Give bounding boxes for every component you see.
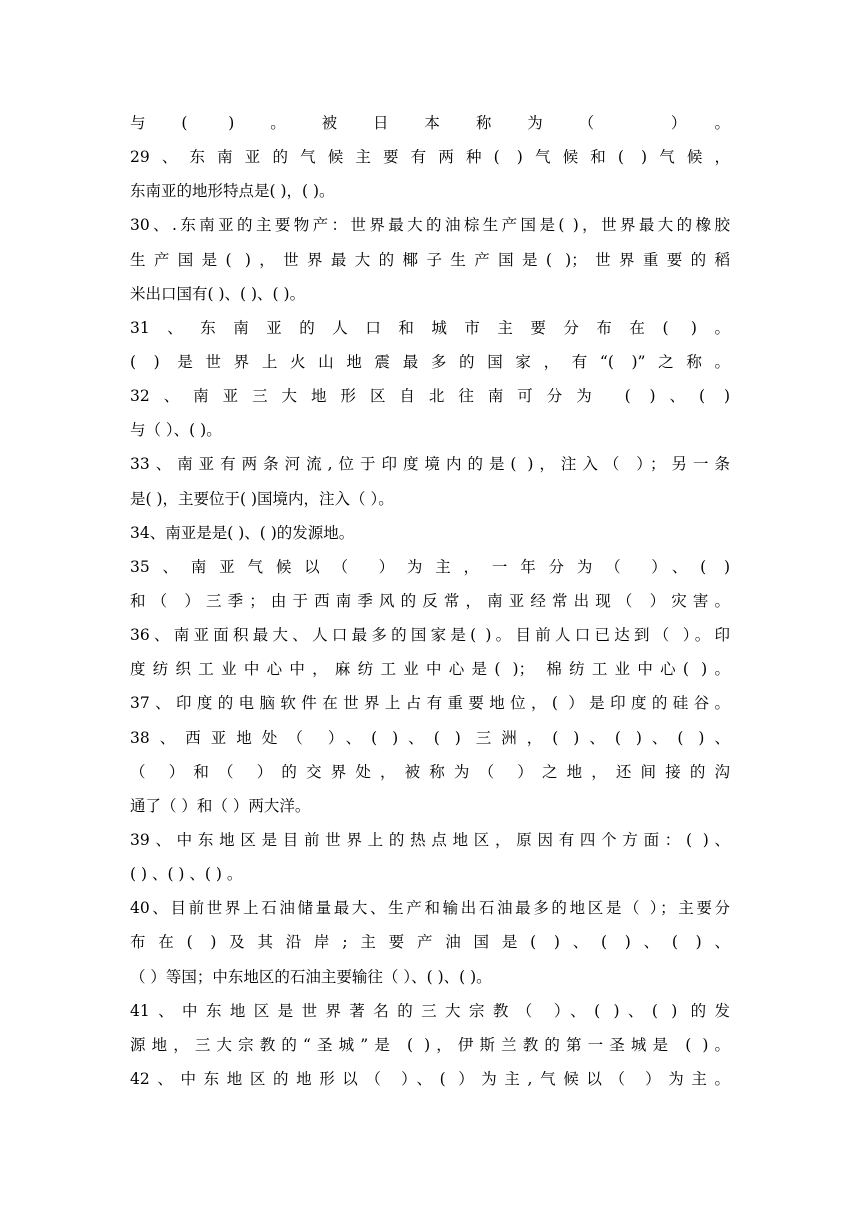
text-line: 33、南亚有两条河流,位于印度境内的是( )，注入（ ）；另一条 xyxy=(130,455,730,474)
text-line: 31、东南亚的人口和城市主要分布在( )。 xyxy=(130,318,730,337)
text-line: 37、印度的电脑软件在世界上占有重要地位，( ）是印度的硅谷。 xyxy=(130,694,730,713)
text-line: 源地，三大宗教的“圣城”是 ( )，伊斯兰教的第一圣城是 ( )。 xyxy=(130,1035,730,1054)
text-line: 30、.东南亚的主要物产：世界最大的油棕生产国是( )，世界最大的橡胶 xyxy=(130,216,730,235)
text-line: 38、西亚地处（ ）、( )、( ) 三洲，( )、( )、( )、 xyxy=(130,728,730,747)
text-line: 布在( )及其沿岸;主要产油国是( )、( )、( )、 xyxy=(130,933,730,952)
text-line: 36、南亚面积最大、人口最多的国家是( )。目前人口已达到（ ）。印 xyxy=(130,626,730,645)
question-text-block xyxy=(130,106,730,1096)
text-line: 与( )。被日本称为（ ）。 xyxy=(130,114,730,132)
text-line: 是( )，主要位于( )国境内，注入（ ）。 xyxy=(130,489,394,508)
text-line: 度纺织工业中心中，麻纺工业中心是( )； 棉纺工业中心( )。 xyxy=(130,660,730,679)
text-line: 通了（ ）和（ ）两大洋。 xyxy=(130,796,311,815)
text-line: 42、中东地区的地形以（ ）、( ）为主,气候以（ ）为主。 xyxy=(130,1069,730,1088)
text-line: ( ) 是世界上火山地震最多的国家，有“( )”之称。 xyxy=(130,352,730,371)
text-line: 34、南亚是是( )、( )的发源地。 xyxy=(130,523,355,542)
text-line: 39、中东地区是目前世界上的热点地区，原因有四个方面：( )、 xyxy=(130,830,730,849)
text-line: 米出口国有( )、( )、( )。 xyxy=(130,284,306,303)
text-line: 生产国是( )，世界最大的椰子生产国是( )；世界重要的稻 xyxy=(130,250,730,269)
text-line: 东南亚的地形特点是( )，( )。 xyxy=(130,182,335,201)
text-line: 与（ ）、( )。 xyxy=(130,421,222,440)
text-line: 40、目前世界上石油储量最大、生产和输出石油最多的地区是（ ）；主要分 xyxy=(130,899,730,918)
text-line: 41、中东地区是世界著名的三大宗教（ ）、( )、( ) 的发 xyxy=(130,1001,730,1020)
text-line: ( ) 、( ) 、( ) 。 xyxy=(130,865,243,884)
text-line: （ ）和（ ）的交界处，被称为（ ）之地，还间接的沟 xyxy=(130,762,730,781)
text-line: 35、南亚气候以（ ）为主，一年分为（ ）、( ) xyxy=(130,557,730,576)
text-line: （ ）等国；中东地区的石油主要输往（ ）、( )、( )。 xyxy=(130,967,492,986)
text-line: 和（ ）三季；由于西南季风的反常，南亚经常出现（ ）灾害。 xyxy=(130,591,730,610)
text-line: 29、东南亚的气候主要有两种( )气候和( )气候， xyxy=(130,148,730,167)
text-line: 32、南亚三大地形区自北往南可分为 ( )、( ) xyxy=(130,387,730,406)
